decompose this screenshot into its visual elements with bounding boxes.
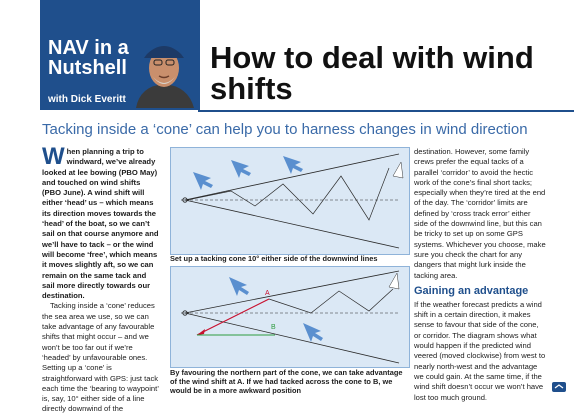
drop-cap: W — [42, 143, 65, 170]
cone-edge-south — [185, 200, 399, 248]
wind-shift-diagram — [170, 266, 410, 368]
wind-arrow-icon — [193, 172, 213, 190]
body-paragraph: Tacking inside a ‘cone’ reduces the sea area we use, so we can take advantage of any favourable shifts that might occur – and we won’t be too far out if we’re ‘headed’ by unfavourable ones. Setting up a ‘cone’ is straightforward with GPS: just tack each time the ‘bearing to waypoint’ is, say, 10° either side of a line directly downwind of the — [42, 301, 159, 414]
red-track — [197, 299, 269, 335]
wind-arrow-icon — [231, 160, 251, 178]
point-a-label: A — [265, 290, 270, 297]
wind-arrow-icon — [283, 156, 303, 174]
figure-caption-2: By favouring the northern part of the cone, we can take advantage of the wind shift at A. If we had tacked across the cone to B, we would be in a more awkward position — [170, 368, 403, 395]
point-b-label: B — [271, 324, 276, 331]
end-mark-icon — [552, 382, 566, 392]
waypoint-icon — [181, 198, 189, 202]
author-photo — [132, 30, 196, 108]
body-paragraph: If the weather forecast predicts a wind shift in a certain direction, it makes sense to favour that side of the cone, or corridor. The diagram shows what would happen if the predicted wind veered (moved clockwise) from west to nearly north-west and the advantage we could gain. At the same time, if the wind shift doesn’t occur we won’t have lost too much ground. — [414, 299, 546, 402]
standfirst: Tacking inside a ‘cone’ can help you to harness changes in wind direction — [42, 121, 528, 138]
body-paragraph: destination. However, some family crews prefer the equal tacks of a parallel ‘corridor’ to avoid the hectic work of the cone’s final short tacks; especially when they’re tired at the end of the day. The ‘corridor’ limits are defined by ‘cross track error’ either side of the downwind line, but this can be tricky to set up on some GPS systems. Whichever you choose, make sure you check the chart for any dangers that might lurk inside the tacking area. — [414, 147, 546, 280]
wind-arrow-icon — [229, 277, 249, 296]
wind-arrow-icon — [303, 323, 323, 342]
cone-edge-south — [185, 313, 399, 363]
figure-caption-1: Set up a tacking cone 10° either side of the downwind lines — [170, 254, 378, 263]
lead-paragraph: hen planning a trip to windward, we’ve already looked at lee bowing (PBO May) and touched on wind shifts (PBO June). A wind shift will either ‘head’ us – which means its direction moves towards the ‘head’ of the boat, so we can’t sail on that course anymore and we’ll have to tack – or the wind will become ‘free’, which means it moves slightly aft, so we can remain on the same tack and sail more directly towards our destination. — [42, 147, 159, 301]
section-subhead: Gaining an advantage — [414, 284, 529, 297]
header-rule — [198, 110, 574, 112]
tacking-cone-diagram — [170, 147, 410, 255]
series-title: NAV in a Nutshell — [48, 37, 129, 79]
body-column-left — [42, 143, 160, 414]
body-column-right — [414, 147, 546, 400]
waypoint-icon — [181, 311, 189, 315]
tacking-track — [187, 168, 389, 220]
sailboat-icon — [389, 273, 399, 289]
byline: with Dick Everitt — [48, 94, 126, 105]
headline: How to deal with wind shifts — [210, 40, 534, 106]
sailboat-icon — [393, 162, 403, 178]
